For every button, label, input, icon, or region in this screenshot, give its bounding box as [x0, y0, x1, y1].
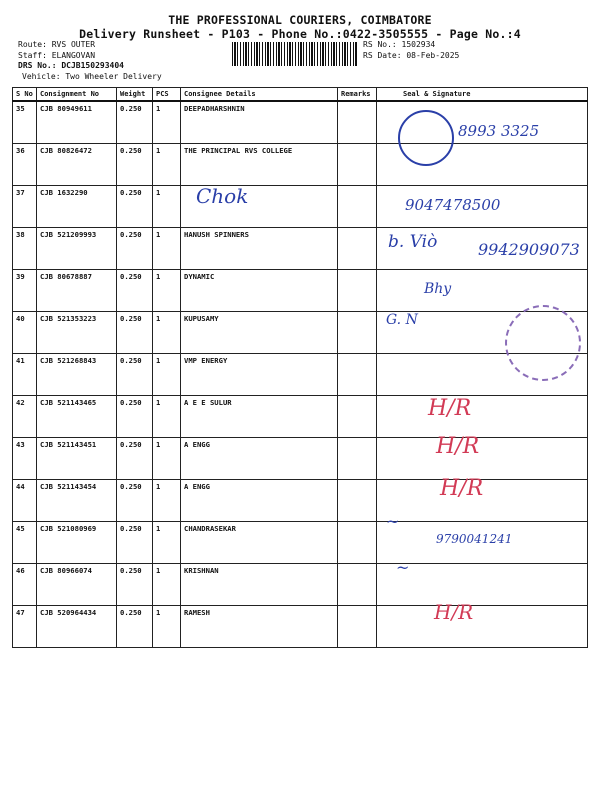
handwriting-r39-sig: Bhy: [424, 281, 452, 297]
cell-signature: [377, 438, 588, 480]
cell-remarks: [338, 312, 377, 354]
cell-remarks: [338, 522, 377, 564]
cell-consignee: VMP ENERGY: [181, 354, 338, 396]
cell-consignee: A E E SULUR: [181, 396, 338, 438]
cell-sno: 37: [13, 186, 37, 228]
cell-consignment-no: CJB 80966074: [37, 564, 117, 606]
cell-weight: 0.250: [117, 270, 153, 312]
handwriting-r38-sig: b. Viò: [388, 232, 438, 252]
table-row: [13, 186, 588, 228]
cell-pcs: 1: [153, 270, 181, 312]
rs-no-label: RS No.: 1502934: [363, 40, 436, 49]
cell-weight: 0.250: [117, 438, 153, 480]
company-seal-stamp: [505, 305, 581, 381]
cell-consignee: DYNAMIC: [181, 270, 338, 312]
cell-pcs: 1: [153, 312, 181, 354]
barcode: [232, 42, 358, 66]
cell-sno: 45: [13, 522, 37, 564]
runsheet-table: [12, 87, 588, 648]
col-pcs: PCS: [153, 88, 181, 102]
cell-pcs: 1: [153, 101, 181, 144]
cell-consignment-no: CJB 80949611: [37, 101, 117, 144]
handwriting-r38-phone: 9942909073: [478, 240, 580, 259]
col-signature: Seal & Signature: [377, 88, 588, 102]
cell-remarks: [338, 438, 377, 480]
cell-remarks: [338, 354, 377, 396]
cell-pcs: 1: [153, 144, 181, 186]
cell-pcs: 1: [153, 564, 181, 606]
cell-remarks: [338, 564, 377, 606]
table-row: [13, 144, 588, 186]
cell-sno: 40: [13, 312, 37, 354]
staff-label: Staff: ELANGOVAN: [18, 50, 96, 60]
cell-pcs: 1: [153, 228, 181, 270]
cell-sno: 38: [13, 228, 37, 270]
table-row: [13, 438, 588, 480]
cell-pcs: 1: [153, 354, 181, 396]
table-row: [13, 312, 588, 354]
table-row: [13, 480, 588, 522]
handwriting-r35-phone: 8993 3325: [458, 122, 540, 140]
cell-remarks: [338, 270, 377, 312]
col-sno: S No: [13, 88, 37, 102]
cell-pcs: 1: [153, 522, 181, 564]
col-consignment: Consignment No: [37, 88, 117, 102]
rs-date-label: RS Date: 08-Feb-2025: [363, 50, 460, 60]
cell-signature: [377, 396, 588, 438]
table-header-row: [13, 88, 588, 102]
cell-weight: 0.250: [117, 144, 153, 186]
meta-left: [18, 40, 162, 82]
cell-sno: 35: [13, 101, 37, 144]
cell-consignment-no: CJB 1632290: [37, 186, 117, 228]
route-label: Route: RVS OUTER: [18, 40, 96, 49]
cell-pcs: 1: [153, 480, 181, 522]
handwriting-r45-phone: 9790041241: [436, 532, 513, 546]
table-row: [13, 270, 588, 312]
cell-weight: 0.250: [117, 396, 153, 438]
cell-consignment-no: CJB 521353223: [37, 312, 117, 354]
cell-weight: 0.250: [117, 564, 153, 606]
col-weight: Weight: [117, 88, 153, 102]
cell-weight: 0.250: [117, 312, 153, 354]
vehicle-label: Vehicle: Two Wheeler Delivery: [22, 71, 162, 81]
cell-sno: 42: [13, 396, 37, 438]
runsheet-title: Delivery Runsheet - P103 - Phone No.:0422-3505555 - Page No.:4: [79, 27, 521, 41]
cell-pcs: 1: [153, 606, 181, 648]
cell-consignee: DEEPADHARSHNIN: [181, 101, 338, 144]
handwriting-r42: H/R: [428, 396, 472, 421]
handwriting-r37-phone: 9047478500: [405, 196, 501, 214]
cell-consignment-no: CJB 521268843: [37, 354, 117, 396]
cell-weight: 0.250: [117, 101, 153, 144]
col-consignee: Consignee Details: [181, 88, 338, 102]
cell-consignment-no: CJB 521143454: [37, 480, 117, 522]
cell-remarks: [338, 480, 377, 522]
cell-consignee: THE PRINCIPAL RVS COLLEGE: [181, 144, 338, 186]
table-row: [13, 564, 588, 606]
cell-pcs: 1: [153, 396, 181, 438]
cell-weight: 0.250: [117, 606, 153, 648]
handwriting-r37-consignee: Chok: [196, 184, 249, 208]
cell-remarks: [338, 396, 377, 438]
cell-sno: 36: [13, 144, 37, 186]
cell-weight: 0.250: [117, 480, 153, 522]
cell-remarks: [338, 606, 377, 648]
cell-sno: 46: [13, 564, 37, 606]
cell-consignee: RAMESH: [181, 606, 338, 648]
cell-remarks: [338, 186, 377, 228]
table-row: [13, 354, 588, 396]
cell-pcs: 1: [153, 438, 181, 480]
cell-sno: 39: [13, 270, 37, 312]
cell-pcs: 1: [153, 186, 181, 228]
drs-label: DRS No.: DCJB150293404: [18, 61, 124, 71]
cell-sno: 47: [13, 606, 37, 648]
table-row: [13, 396, 588, 438]
handwriting-r40-sig: G. N: [386, 312, 418, 328]
cell-consignment-no: CJB 521143465: [37, 396, 117, 438]
cell-consignee: CHANDRASEKAR: [181, 522, 338, 564]
cell-consignment-no: CJB 520964434: [37, 606, 117, 648]
cell-weight: 0.250: [117, 186, 153, 228]
cell-weight: 0.250: [117, 228, 153, 270]
company-title: THE PROFESSIONAL COURIERS, COIMBATORE: [168, 13, 432, 27]
cell-consignee: HANUSH SPINNERS: [181, 228, 338, 270]
cell-consignee: KUPUSAMY: [181, 312, 338, 354]
handwriting-r46-sig: ~: [396, 558, 410, 577]
cell-signature: [377, 270, 588, 312]
meta-right: [363, 40, 459, 61]
col-remarks: Remarks: [338, 88, 377, 102]
cell-weight: 0.250: [117, 354, 153, 396]
cell-consignment-no: CJB 521143451: [37, 438, 117, 480]
handwriting-r47: H/R: [434, 600, 474, 624]
cell-remarks: [338, 144, 377, 186]
cell-signature: [377, 606, 588, 648]
cell-remarks: [338, 101, 377, 144]
college-seal-stamp: [398, 110, 454, 166]
cell-consignee: A ENGG: [181, 480, 338, 522]
handwriting-r43: H/R: [436, 434, 480, 459]
handwriting-r45-sig: ~: [386, 512, 400, 531]
cell-consignee: KRISHNAN: [181, 564, 338, 606]
cell-sno: 41: [13, 354, 37, 396]
handwriting-r44: H/R: [440, 476, 484, 501]
cell-weight: 0.250: [117, 522, 153, 564]
cell-sno: 43: [13, 438, 37, 480]
cell-consignee: A ENGG: [181, 438, 338, 480]
cell-remarks: [338, 228, 377, 270]
cell-sno: 44: [13, 480, 37, 522]
cell-consignment-no: CJB 521209993: [37, 228, 117, 270]
cell-consignment-no: CJB 80826472: [37, 144, 117, 186]
cell-consignment-no: CJB 521080969: [37, 522, 117, 564]
cell-consignment-no: CJB 80678887: [37, 270, 117, 312]
table-row: [13, 606, 588, 648]
